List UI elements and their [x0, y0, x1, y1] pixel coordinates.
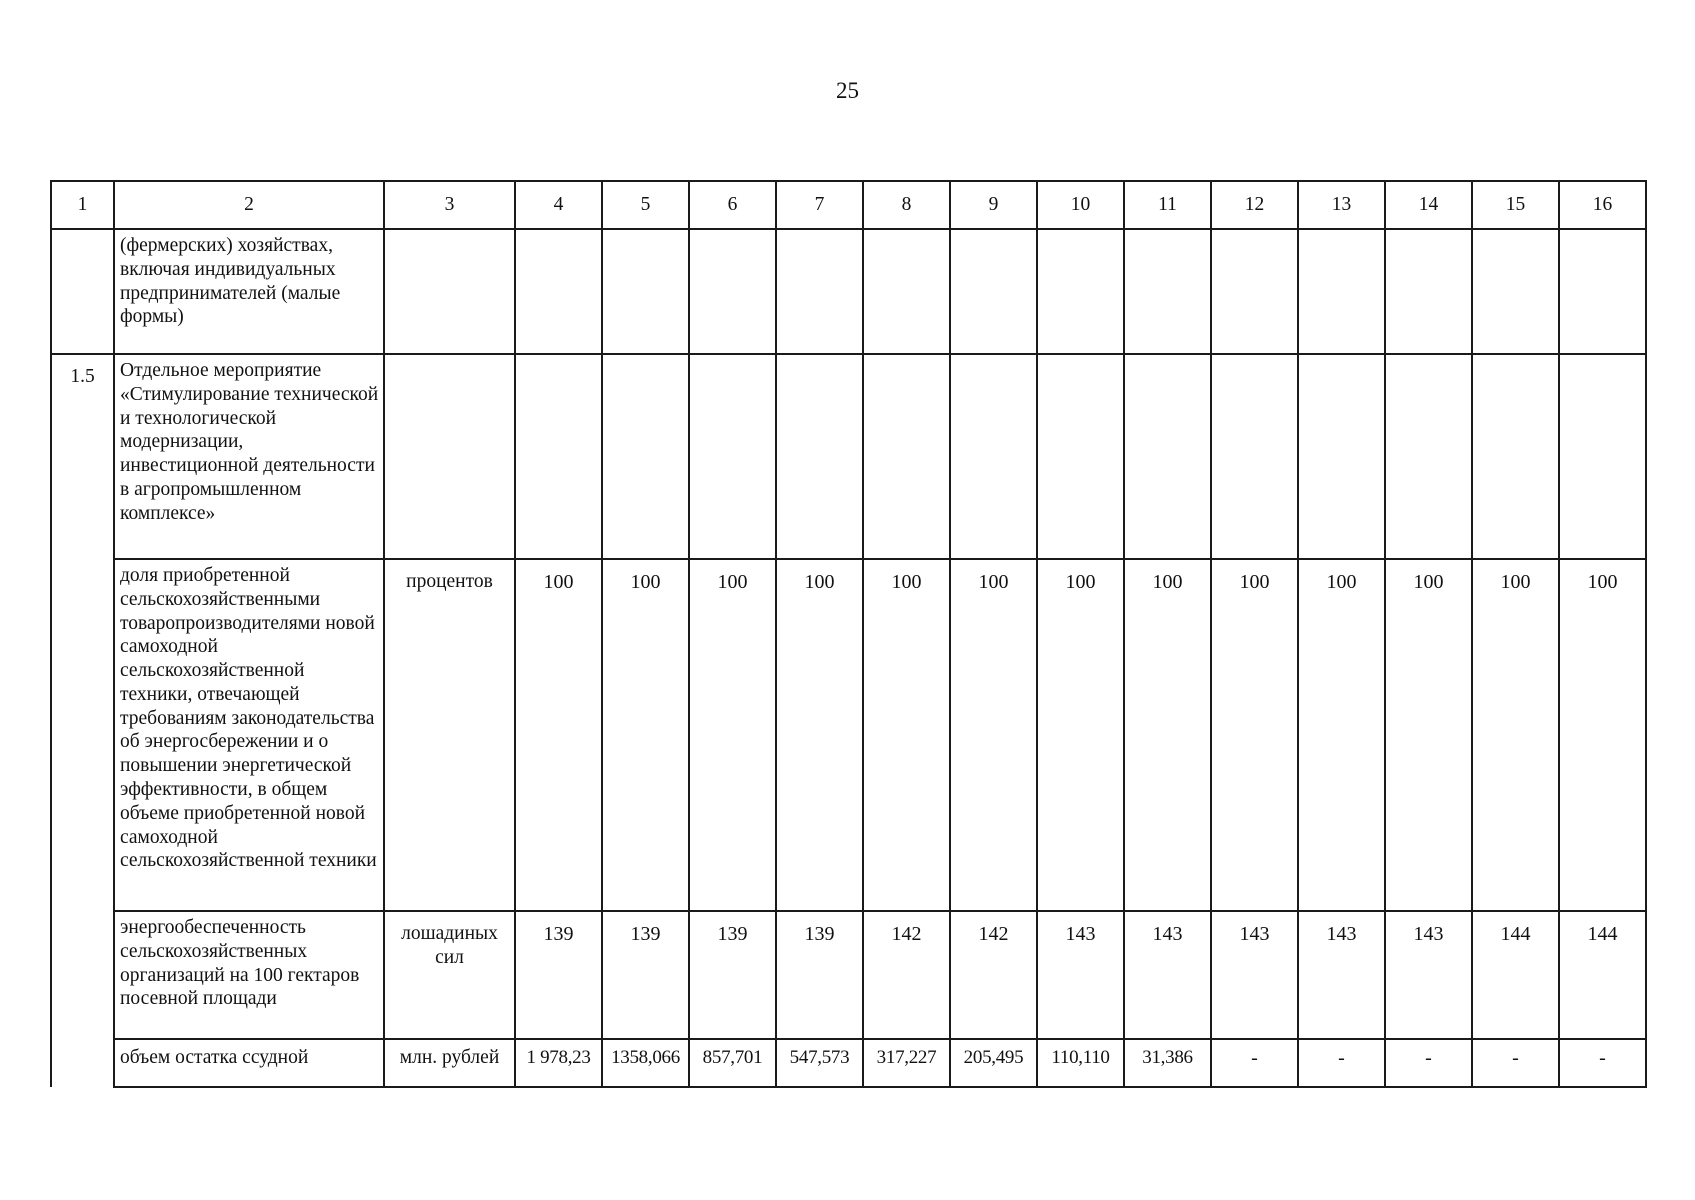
value-cell	[950, 229, 1037, 354]
indicator-name-cell: Отдельное мероприятие «Стимулирование технической и технологической модернизации, инвестиционной деятельности в агропромышленном комплексе»	[114, 354, 384, 559]
value-cell: -	[1385, 1039, 1472, 1087]
value-cell: 100	[776, 559, 863, 911]
value-cell: 857,701	[689, 1039, 776, 1087]
header-cell: 15	[1472, 181, 1559, 229]
value-cell	[863, 229, 950, 354]
value-cell	[515, 229, 602, 354]
value-cell	[1385, 354, 1472, 559]
value-cell	[1124, 354, 1211, 559]
value-cell	[776, 229, 863, 354]
header-cell: 1	[51, 181, 114, 229]
table-row	[51, 1039, 1646, 1087]
value-cell: 143	[1298, 911, 1385, 1039]
indicator-name-cell: (фермерских) хозяйствах, включая индивидуальных предпринимателей (малые формы)	[114, 229, 384, 354]
value-cell: 100	[1385, 559, 1472, 911]
value-cell	[1559, 354, 1646, 559]
unit-cell: лошадиных сил	[384, 911, 515, 1039]
header-cell: 8	[863, 181, 950, 229]
value-cell	[776, 354, 863, 559]
value-cell: 100	[1298, 559, 1385, 911]
value-cell: -	[1211, 1039, 1298, 1087]
indicator-name-cell: энергообеспеченность сельскохозяйственных организаций на 100 гектаров посевной площади	[114, 911, 384, 1039]
value-cell: 205,495	[950, 1039, 1037, 1087]
value-cell: 1 978,23	[515, 1039, 602, 1087]
header-cell: 9	[950, 181, 1037, 229]
header-row	[51, 181, 1646, 229]
header-cell: 2	[114, 181, 384, 229]
header-cell: 5	[602, 181, 689, 229]
value-cell: 100	[515, 559, 602, 911]
value-cell: 100	[1211, 559, 1298, 911]
value-cell: 317,227	[863, 1039, 950, 1087]
value-cell: 144	[1472, 911, 1559, 1039]
value-cell	[1298, 354, 1385, 559]
value-cell: 100	[1559, 559, 1646, 911]
value-cell: 139	[515, 911, 602, 1039]
value-cell: 110,110	[1037, 1039, 1124, 1087]
value-cell: 143	[1385, 911, 1472, 1039]
value-cell	[1037, 354, 1124, 559]
unit-cell	[384, 229, 515, 354]
value-cell: 100	[863, 559, 950, 911]
value-cell	[1472, 354, 1559, 559]
value-cell	[515, 354, 602, 559]
value-cell: 143	[1124, 911, 1211, 1039]
value-cell: 144	[1559, 911, 1646, 1039]
value-cell: 100	[1124, 559, 1211, 911]
value-cell	[1037, 229, 1124, 354]
header-cell: 16	[1559, 181, 1646, 229]
table-row	[51, 911, 1646, 1039]
value-cell	[1385, 229, 1472, 354]
page-number: 25	[836, 78, 859, 103]
header-cell: 10	[1037, 181, 1124, 229]
unit-cell: процентов	[384, 559, 515, 911]
value-cell: 100	[1472, 559, 1559, 911]
value-cell: 143	[1211, 911, 1298, 1039]
value-cell	[863, 354, 950, 559]
header-cell: 11	[1124, 181, 1211, 229]
value-cell: 100	[950, 559, 1037, 911]
row-number-cell	[51, 229, 114, 354]
unit-cell: млн. рублей	[384, 1039, 515, 1087]
value-cell: 100	[602, 559, 689, 911]
value-cell	[950, 354, 1037, 559]
value-cell	[689, 229, 776, 354]
table-row	[51, 229, 1646, 354]
header-cell: 3	[384, 181, 515, 229]
value-cell: 142	[863, 911, 950, 1039]
header-cell: 12	[1211, 181, 1298, 229]
indicator-table	[50, 180, 1647, 1088]
indicator-name-cell: доля приобретенной сельскохозяйственными товаропроизводителями новой самоходной сельскохозяйственной техники, отвечающей требованиям законодательства об энергосбережении и о повышении энергетической эффективности, в общем объеме приобретенной новой самоходной сельскохозяйственной техники	[114, 559, 384, 911]
value-cell: 547,573	[776, 1039, 863, 1087]
value-cell: 31,386	[1124, 1039, 1211, 1087]
value-cell: -	[1559, 1039, 1646, 1087]
header-cell: 14	[1385, 181, 1472, 229]
unit-cell	[384, 354, 515, 559]
row-number-cell: 1.5	[51, 354, 114, 1087]
value-cell: -	[1472, 1039, 1559, 1087]
header-cell: 4	[515, 181, 602, 229]
value-cell	[602, 354, 689, 559]
value-cell	[1124, 229, 1211, 354]
table-row	[51, 354, 1646, 559]
value-cell: -	[1298, 1039, 1385, 1087]
table-row	[51, 559, 1646, 911]
value-cell: 139	[776, 911, 863, 1039]
header-cell: 7	[776, 181, 863, 229]
value-cell	[1211, 354, 1298, 559]
header-cell: 13	[1298, 181, 1385, 229]
value-cell: 100	[1037, 559, 1124, 911]
header-cell: 6	[689, 181, 776, 229]
value-cell	[1298, 229, 1385, 354]
value-cell: 139	[602, 911, 689, 1039]
value-cell: 139	[689, 911, 776, 1039]
value-cell	[1472, 229, 1559, 354]
indicator-name-cell: объем остатка ссудной	[114, 1039, 384, 1087]
value-cell	[689, 354, 776, 559]
value-cell	[602, 229, 689, 354]
value-cell: 143	[1037, 911, 1124, 1039]
value-cell: 142	[950, 911, 1037, 1039]
value-cell: 1358,066	[602, 1039, 689, 1087]
value-cell	[1211, 229, 1298, 354]
value-cell	[1559, 229, 1646, 354]
value-cell: 100	[689, 559, 776, 911]
